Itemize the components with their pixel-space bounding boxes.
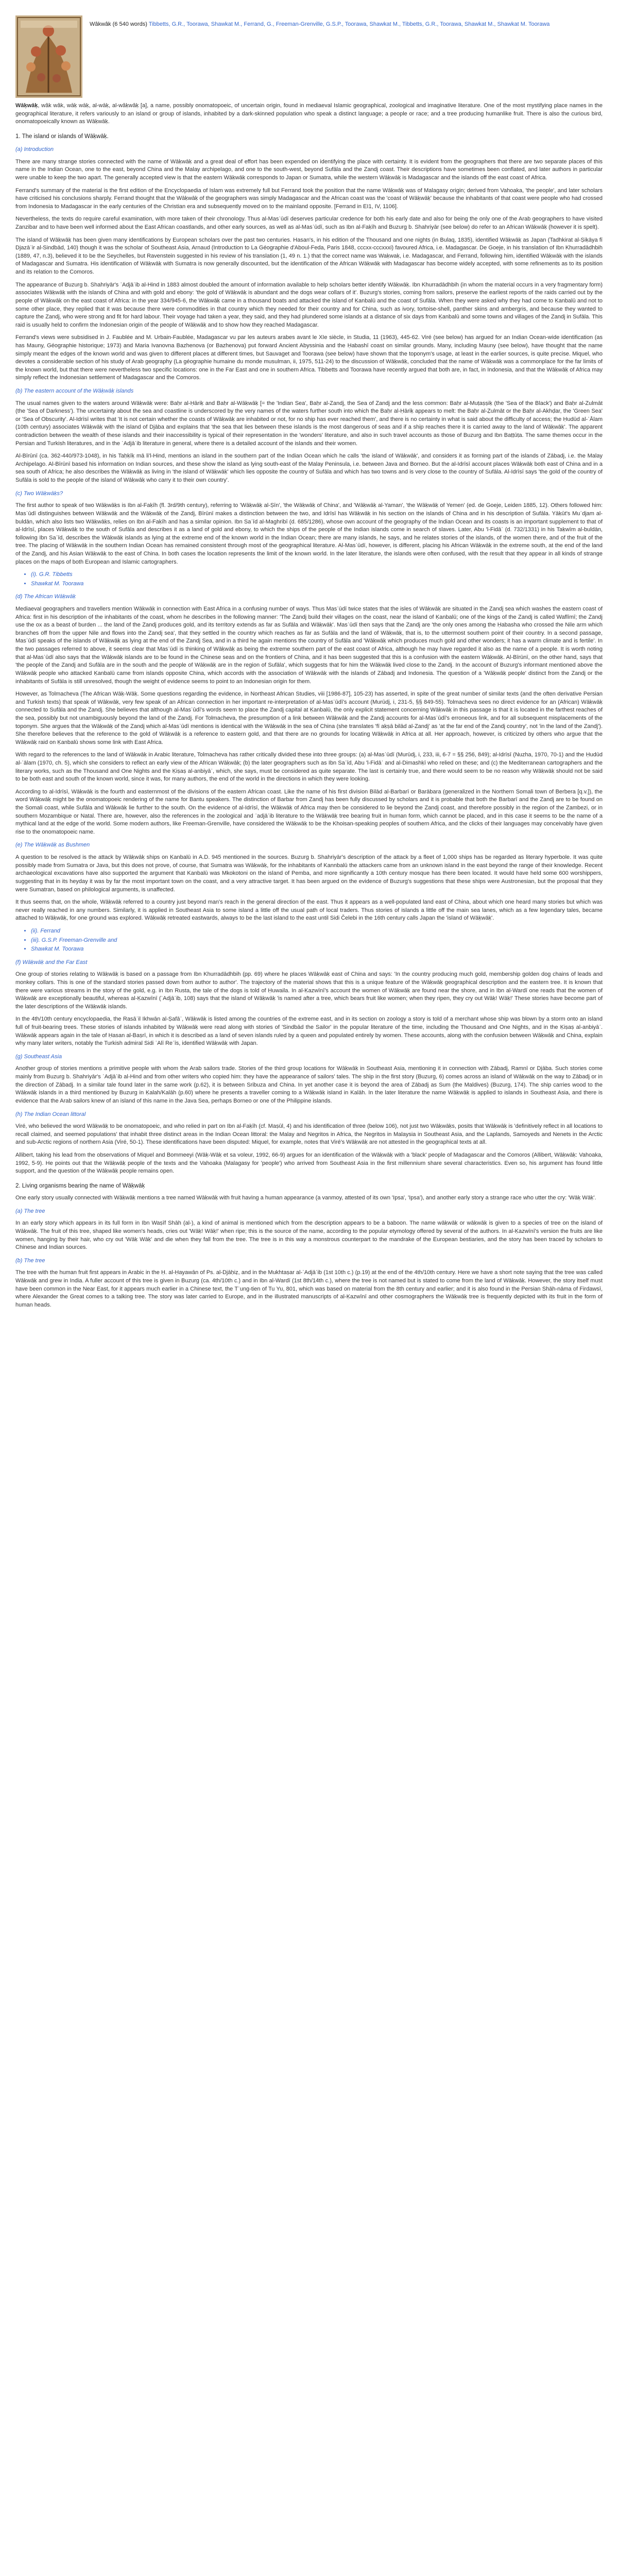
- subsection-a-heading[interactable]: (a) Introduction: [15, 146, 54, 153]
- article-meta: [90, 15, 550, 29]
- paragraph: In an early story which appears in its full form in Ibn Waṣīf Shāh (al-), a kind of animal is mentioned which from the description appears to be a baboon. The name wāḳwāḳ or wāḳwāḳ is given to a species of tree on the island of Wāḳwāḳ. The fruit of this tree, shaped like women's heads, cries out 'Wāḳ! Wāḳ!' when ripe; this is the source of the name, according to the popular etymology offered by several of the authors. In al-Ḳazwīnī's version the fruits are like women, hanging by their hair, who cry out 'Wāḳ Wāḳ' and die when they fall from the tree. The tree is in this way a monstrous counterpart to the mandrake of the European bestiaries, and the story has been traced by scholars to Chinese and Indian sources.: [15, 1220, 603, 1251]
- subsection-2b-heading[interactable]: (b) The tree: [15, 1257, 45, 1264]
- subsection-h-heading[interactable]: (h) The Indian Ocean littoral: [15, 1111, 86, 1117]
- author-item[interactable]: • Shawkat M. Toorawa: [31, 580, 603, 588]
- paragraph: The usual names given to the waters around Wāḳwāḳ were: Baḥr al-Ḥāriḳ and Baḥr al-Wāḳwāḳ [= the 'Indian Sea', Baḥr al-Zandj, the Sea of Zandj and the less common: Baḥr al-Muṭaṣṣiḳ (the 'Sea of the Black') and Baḥr al-Zulmāt (the 'Sea of Darkness'). The uncertainty about the sea and coastline is underscored by the very names of the waters further south into which the Baḥr al-Ḥāriḳ appears to melt: the Baḥr al-Ẓulmāt or the Baḥr al-Akhḍar, the 'Green Sea' or 'Sea of Obscurity'. Al-Idrīsī writes that 'It is not certain whether the coasts of Wāḳwāḳ are inhabited or not, for no ship has ever reached them', and there is no certainty in what is said about the difficulty of access; the Ḥudūd al-ʿĀlam (10th century) associates Wāḳwāḳ with the island of Djāba and explains that 'the sea that lies between these islands is the most dangerous of seas and if a ship reaches there it is carried away to the land of Wāḳwāḳ'. The apparent contradiction between the wealth of these islands and their inaccessibility is typical of their representation in the 'wonders' literature, and also in such travel accounts as those of Buzurg and Ibn Baṭṭūṭa. The same themes occur in the Persian and Turkish literatures, and in the ʿAdjāʾib literature in general, where there is a detailed account of the islands and their women.: [15, 400, 603, 447]
- author-item[interactable]: • Shawkat M. Toorawa: [31, 945, 603, 954]
- lede-term: Wāḳwāḳ: [15, 103, 38, 109]
- paragraph: Al-Bīrūnī (ca. 362-440/973-1048), in his Taḥḳīḳ mā li'l-Hind, mentions an island in the southern part of the Indian Ocean which he calls 'the island of Wāḳwāḳ', and considers it as forming part of the islands of Zābadj, i.e. the Malay Archipelago. Al-Bīrūnī based his information on Indian sources, and these show the island as lying south-east of the Malay Peninsula, i.e. between Java and Borneo. But the al-Idrīsī account places Wāḳwāḳ both east of China and in a sea south of Africa; he also describes the Wāḳwāḳ as living in 'the island of Wāḳwāḳ' which lies opposite the country of Sufāla and which has two towns and is very close to the country of Sufāla. Al-Idrīsī says 'the gold of the country of Sufāla is sold to the people of the island of Wāḳwāḳ who carry it to their own country'.: [15, 453, 603, 484]
- paragraph: Nevertheless, the texts do require careful examination, with more taken of their chronology. Thus al-Masʿūdī deserves particular credence for both his early date and also for being the only one of the Arab geographers to have visited Zanzibar and to have been well informed about the East African coastlands, and other early sources, as well as al-Masʿūdī, such as Ibn al-Faḳīh and Buzurg b. Shahriyār (see below) do refer to an African Wāḳwāḳ (however it is spelt).: [15, 216, 603, 231]
- subsection-e-heading[interactable]: (e) The Wāḳwāḳ as Bushmen: [15, 842, 90, 849]
- section-heading-2: 2. Living organisms bearing the name of Wāḳwāḳ: [15, 1182, 145, 1189]
- paragraph: One group of stories relating to Wāḳwāḳ is based on a passage from Ibn Khurradādhbih (pp. 69) where he places Wāḳwāḳ east of China and says: 'In the country producing much gold, membership golden dog chains of leads and monkey collars. This is one of the standard stories passed down from author to author'. The trajectory of the material shows that this is a unique feature of the Wāḳwāḳ geographical description and the eastern tree. It is known that there were various streams in the story of the gold, e.g. in Ibn Rusta, the tale of the dogs is told of Ḥuwaila. In al-Ḳazwīnī's account the women of Wāḳwāḳ are found near the shore, and in Ibn al-Wardī one reads that the women of Wāḳwāḳ are exceptionally beautiful, whereas al-Ḳazwīnī (ʿAdjāʾib, 108) says that the island of Wāḳwāḳ 'is named after a tree, which bears fruit like women; when they ripen, they cry out Wāḳ! Wāḳ!' These stories have become part of the later descriptions of the Wāḳwāḳ islands.: [15, 971, 603, 1010]
- paragraph: The tree with the human fruit first appears in Arabic in the Ḥ. al-Ḥayawān of Ps. al-Djāḥiẓ, and in the Mukhtaṣar al-ʿAdjāʾib (1st 10th c.) (p.19) at the end of the 4th/10th century. Here we have a short note saying that the tree was called Wāḳwāḳ and grew in India. A fuller account of this tree is given in Buzurg (ca. 4th/10th c.) and in Ibn al-Wardī (1st 8th/14th c.), where the tree is not named but is stated to come from the land of Wāḳwāḳ. However, the story itself must have been common in the Near East, for it appears much earlier in a Chinese text, the Tʿung-tien of Tu Yu, 801, which was based on material from the 8th century and earlier; and it is also found in the Persian Shāh-nāma of Firdawsī, where Alexander the Great comes to a talking tree. The story was later carried to Europe, and in the illustrated manuscripts of al-Ḳazwīnī and other cosmographers the Wāḳwāḳ tree is frequently depicted with its fruit in the form of human heads.: [15, 1269, 603, 1308]
- article-title: Wâkwâk (6 540 words): [90, 21, 147, 27]
- paragraph: A question to be resolved is the attack by Wāḳwāḳ ships on Ḳanbalū in A.D. 945 mentioned in the sources. Buzurg b. Shahriyār's description of the attack by a fleet of 1,000 ships has be regarded as literary hyperbole. It was quite possibly made from Sumatra or Java, but this does not prove, of course, that Sumatra was Wāḳwāḳ, for the inhabitants of Kannbalū the attackers came from an unknown island in the east beyond the range of their knowledge. Recent archaeological excavations have also supported the argument that Kanbalū was Mkokotoni on the island of Pemba, and more significantly a 10th century mosque has there been located. It would have held some 600 worshippers, suggesting that in its heyday it was by far the most important town on the coast, and a very attractive target. It has been argued on the evidence of Buzurg's suggestions that these ships were Austronesian, but the proposal that they were Sumatran, based on philological arguments, is unaffected.: [15, 854, 603, 893]
- lede-text: , wâk wâk, wāḳ wāḳ, al-wāḳ, al-wâḳwâḳ [a], a name, possibly onomatopoeic, of uncertain origin, found in mediaeval Islamic geographical, zoological and imaginative literature. One of the most mystifying place names in the geographical literature, it refers variously to an island or group of islands, inhabited by a dark-skinned population who speak a distinct language; a people or race; and a tree producing humanlike fruit. There is also the curious bird, onomatopoeically known as Wāḳwāḳ.: [15, 103, 603, 125]
- paragraph: Ferrand's summary of the material is the first edition of the Encyclopaedia of Islam was extremely full but Ferrand took the position that the name Wāḳwāḳ was of Malagasy origin; derived from Vahoaka, 'the people', and later scholars have criticised his conclusions sharply. Ferrand thought that the Wāḳwāḳ of the geographers was simply Madagascar and the African coast was the 'coast of Wāḳwāḳ' because the inhabitants of that coast were people who had crossed from Indonesia to Madagascar in the early centuries of the Christian era and subsequently moved on to the mainland opposite. [Ferrand in EI1, IV, 1106].: [15, 187, 603, 210]
- paragraph: With regard to the references to the land of Wāḳwāḳ in Arabic literature, Tolmacheva has rather critically divided these into three groups: (a) al-Masʿūdī (Murūdj, i, 233, iii, 6-7 = §§ 256, 849); al-Idrīsī (Nuzha, 1970, 70-1) and the Ḥudūd al-ʿālam (1970, ch. 5), which she considers to reflect an early view of the African Wāḳwāḳ; (b) the later geographers such as Ibn Saʿīd, Abu 'l-Fidāʾ and al-Dimashḳī who relied on these; and (c) the Mediterranean cartographers and the literary works, such as the Thousand and One Nights and the Ḳiṣaṣ al-anbiyāʾ, which, she says, must be considered as quite separate. The last is certainly true, and there would seem to be no reason why Wāḳwāḳ should not be said to be both east and south of the known world, since it was, for many authors, the end of the world in the directions in which they were looking.: [15, 752, 603, 783]
- paragraph: According to al-Idrīsī, Wāḳwāḳ is the fourth and easternmost of the divisions of the eastern African coast. Like the name of his first division Bilād al-Barbarī or Barābara (generalized in the Northern Somali town of Berbera [q.v.]), the word Wāḳwāḳ might be the onomatopoeic rendering of the name for Bantu speakers. The distinction of Barbar from Zandj has been fully discussed by scholars and it is probable that both the Barbarī and the Zandj are to be found on the Somali coast, while Sufāla and Wāḳwāḳ lie further to the south. On the evidence of al-Idrīsī, the Wāḳwāḳ of Africa may then be considered to lie beyond the Zandj coast, and therefore possibly in the region of the Zambezi, or in southern Mozambique or Natal. There are, however, also the references in the zoological and ʿadjāʾib literature to the Wāḳwāḳ tree bearing fruit in human form, which cannot be placed, and in this case it seems to be the name of a mythical land at the edge of the world. Some modern authors, like Freeman-Grenville, have considered the Wāḳwāḳ to be the Khoisan-speaking peoples of southern Africa, and the clicks of their languages may conceivably have given rise to the onomatopoeic name.: [15, 788, 603, 835]
- author-item[interactable]: • (ii). Ferrand: [31, 927, 603, 936]
- subsection-b-heading[interactable]: (b) The eastern account of the Wāḳwāḳ islands: [15, 388, 134, 394]
- subsection-d-heading[interactable]: (d) The African Wāḳwāḳ: [15, 594, 76, 600]
- paragraph: Ferrand's views were subsidised in J. Faublée and M. Urbain-Faublée, Madagascar vu par les auteurs arabes avant le XIe siècle, in Studia, 11 (1963), 445-62. Viré (see below) has argued for an Indian Ocean-wide identification (as has Mauny, Géographie historique; 1973) and Maria Ivanovna Bazhenova (or Bazhenova) put forward Ancient Abyssinia and the Ḥabashī coast on similar grounds. Many, including Mauny (see below), have thought that the name simply meant the edges of the known world and was given to different places at different times, but Sauvaget and Toorawa (see below) have shown that the toponym's usage, at least in the earlier sources, is quite precise. Miquel, who devotes a considerable section of his study of Arab geography (La géographie humaine du monde musulman, ii, 1975, 511-24) to the discussion of Wāḳwāḳ, concluded that the name of Wāḳwāḳ was a commonplace for the far limits of the known world, but that there were nevertheless two specific locations: one in the Far East and one in southern Africa. Tibbetts and Toorawa have recently argued that both are, in fact, in Indonesia, and that the Wāḳwāḳ of Africa may simply reflect the Indonesian settlement of Madagascar and the Comoros.: [15, 334, 603, 381]
- section-heading-1: 1. The island or islands of Wāḳwāḳ.: [15, 133, 109, 140]
- paragraph: There are many strange stories connected with the name of Wāḳwāḳ and a great deal of effort has been expended on identifying the place with certainty. It is evident from the geographers that there are two separate places of this name in the Indian Ocean, one to the east, beyond China and the Malay archipelago, and one to the south-west, beyond Sufāla and the Zandj coast. Their descriptions have sometimes been conflated, and later authors in particular were unable to keep the two apart. The generally accepted view is that the eastern Wāḳwāḳ corresponds to Japan or Sumatra, while the western Wāḳwāḳ is Madagascar and the islands off the east coast of Africa.: [15, 158, 603, 181]
- paragraph: Mediaeval geographers and travellers mention Wāḳwāḳ in connection with East Africa in a confusing number of ways. Thus Masʿūdī twice states that the isles of Wāḳwāḳ are situated in the Zandj sea which washes the eastern coast of Africa: first in his description of the inhabitants of the coast, whom he describes in the following manner: 'The Zandj build their villages on the coast, near the island of Ḳanbalū; one of the kings of the Zandj is called Waflīmī; the Zandj use the ox as a beast of burden ... the land of the Zandj produces gold, and its territory extends as far as Sufāla and Wāḳwāḳ'. Masʿūdī then says that the Zandj are 'the only ones among the Ḥabasha who crossed the Nile arm which branches off from the upper Nile and flows into the Zandj sea', that they settled in the country which reaches as far as Sufāla and the land of Wāḳwāḳ, that is, to the uttermost southern point of their country. In a second passage, Masʿūdī speaks of the islands of Wāḳwāḳ as lying at the end of the Zandj Sea, and in a third he again mentions the country of Sufāla and 'Wāḳwāḳ which produces much gold and other wonders; it has a warm climate and is fertile'. In the two passages referred to above, it seems clear that Masʿūdī is thinking of Wāḳwāḳ as being the extreme southern part of the east coast of Africa, although he may have regarded it also as the name of a people. It is worth noting that al-Masʿūdī also says that the Wāḳwāḳ islands are to be found in the Chinese seas and on the frontiers of China, and it has been suggested that this is a confusion with the eastern Wāḳwāḳ. Al-Bīrūnī, on the other hand, says that 'the people of the Zandj and Sufāla are in the south and the people of Wāḳwāḳ are in the region of Sufāla', which suggests that for him the Wāḳwāḳ lived close to the Zandj. In the account of Buzurg's informant mentioned above the Wāḳwāḳ people who attacked Ḳanbalū came from islands opposite China, which accords with the association of Wāḳwāḳ with the islands of Zābadj and Indonesia. The question of a 'Wāḳwāḳ people' distinct from the Zandj or the inhabitants of Sufāla is still unresolved, though the weight of evidence seems to point to an Indonesian origin for them.: [15, 606, 603, 685]
- article-header: [15, 15, 603, 98]
- paragraph: The appearance of Buzurg b. Shahriyār's ʿAdjāʾib al-Hind in 1883 almost doubled the amount of information available to help scholars better identify Wāḳwāḳ. Ibn Khurradādhbih (in whom the material occurs in a very fragmentary form) associates Wāḳwāḳ with the islands of China and with gold and ebony: 'the gold of Wāḳwāḳ is abundant and the dogs wear collars of it'. Buzurg's stories, coming from sailors, preserve the earliest reports of the raids carried out by the people of Wāḳwāḳ on the east coast of Africa: in the year 334/945-6, the Wāḳwāḳ came in a thousand boats and attacked the island of Ḳanbalū and the coast of Sufāla. When they were asked why they had come to Ḳanbalū and not to some other place, they replied that it was because there were commodities in that country which they needed for their country and for China, such as ivory, tortoise-shell, panther skins and ambergris, and because they wanted to capture the Zandj, who were strong and fit for hard labour. Their voyage had taken a year, they said, and they had plundered some islands at a distance of six days from Ḳanbalū and some towns and villages of the Zandj in Sufāla. This raid is usually held to confirm the Indonesian origin of the people of Wāḳwāḳ and to show how they reached Madagascar.: [15, 281, 603, 328]
- author-item[interactable]: • (iii). G.S.P. Freeman-Grenville and: [31, 937, 603, 945]
- subsection-2a-heading[interactable]: (a) The tree: [15, 1208, 45, 1214]
- article-authors[interactable]: Tibbetts, G.R., Toorawa, Shawkat M., Ferrand, G., Freeman-Grenville, G.S.P., Toorawa, Shawkat M., Tibbetts, G.R., Toorawa, Shawkat M., Shawkat M. Toorawa: [148, 21, 550, 27]
- paragraph: Allibert, taking his lead from the observations of Miquel and Bommeeyi (Wāḳ-Wāḳ et sa voleur, 1992, 66-9) argues for an identification of the Wāḳwāḳ with a 'black' people of Madagascar and the Comoros (Allibert, Wāḳwāḳ: Vahoaka, 1992, 5-9). He points out that the Wāḳwāḳ people of the texts and the Vahoaka (Malagasy for 'people') who arrived from Southeast Asia in the first millennium share several characteristics. Even so, his argument has found little support, and the question of the Wāḳwāḳ people remains open.: [15, 1151, 603, 1175]
- lede-paragraph: [15, 102, 603, 126]
- paragraph: The island of Wāḳwāḳ has been given many identifications by European scholars over the past two centuries. Hasan's, in his edition of the Thousand and one nights (in Bulaq, 1835), identified Wāḳwāḳ as Japan (Tadhkirat al-Ṣiḳāya fī Djazāʾir al-Sindbād, 140) though it was the scholar of Southeast Asia, Arnaud (Introduction to La Géographie d'Aboul-Feda, Paris 1848, cccxx-cccxxxi) favoured Africa, i.e. Madagascar. De Goeje, in his translation of Ibn Khurradādhbih (1889, 47, n.3), believed it to be the Seychelles, but Ravenstein suggested in his review of his translation (1, 49 n. 1.) that the correct name was Waḳwaḳ, i.e. Madagascar, and Ferrand, following him, identified Wāḳwāḳ with the islands of Madagascar and Sumatra. His identification of Wāḳwāḳ with Sumatra is now generally discounted, but the identification of the African Wāḳwāḳ with Madagascar has become widely accepted, with some refinements as to its position and its relation to the Comoros.: [15, 236, 603, 276]
- subsection-g-heading[interactable]: (g) Southeast Asia: [15, 1053, 62, 1060]
- author-item[interactable]: • (i). G.R. Tibbetts: [31, 571, 603, 579]
- subsection-c-heading[interactable]: (c) Two Wāḳwāḳs?: [15, 490, 63, 497]
- paragraph: Viré, who believed the word Wāḳwāḳ to be onomatopoeic, and who relied in part on Ibn al-Faḳīh (cf. Maṣūl, 4) and his identification of three (below 106), not just two Wāḳwāḳs, posits that Wāḳwāḳ is 'definitively reflect in all locations to recall claimed, and seemed populations' that inhabit three distinct areas in the Indian Ocean littoral: the Malay and Negritos in Africa, the Negritos in Malaysia in Southeast Asia, and the Laplands, Samoyeds and Nenets in the Arctic and sub-Arctic regions of northern Asia (Viré, 50-1). These identifications have been disputed: Miquel, for example, notes that Viré's Wāḳwāḳ are not attested in the geographical texts at all.: [15, 1123, 603, 1146]
- cover-thumbnail[interactable]: [15, 15, 82, 98]
- paragraph: One early story usually connected with Wāḳwāḳ mentions a tree named Wāḳwāḳ with fruit having a human appearance (a vanmoy, attested of its own 'Ipsa', 'Ipsa'), and another early story a strange race who utter the cry: 'Wāḳ Wāḳ'.: [15, 1195, 596, 1201]
- book-cover-image: [15, 15, 82, 98]
- paragraph: However, as Tolmacheva (The African Wāḳ-Wāḳ. Some questions regarding the evidence, in Northeast African Studies, viii [1986-87], 105-23) has asserted, in spite of the great number of similar texts (and the often derivative Persian and Turkish texts) that speak of Wāḳwāḳ, very few speak of an African connection in her important re-interpretation of al-Masʿūdī's account (Murūdj, i, 231-5, §§ 849-55). Tolmacheva sees no direct evidence for an (African) Wāḳwāḳ connected to Sufāla and the Zandj. She believes that although al-Masʿūdī's words seem to place the Zandj capital at Ḳanbalū, the only explicit statement concerning Wāḳwāḳ in this passage is that it is located in the farthest reaches of the sea, possibly but not unambiguously beyond the land of the Zandj. For Tolmacheva, the presumption of a link between Wāḳwāḳ and the Zandj accounts for al-Masʿūdī's erroneous link, and for all subsequent misplacements of the toponym. She argues that the Wāḳwāḳ of the Zandj which al-Masʿūdī mentions is identical with the Wāḳwāḳ in the sea of China (she translates 'fī aḳṣā bilād al-Zandj' as 'at the far end of the Zandj country', not 'in the land of the Zandj'). She therefore believes that the reference to the gold of Wāḳwāḳ is a reference to eastern gold, and that there are no grounds for locating Wāḳwāḳ in Africa at all. Her approach, however, is criticized by others who argue that the Wāḳwāḳ raid on Ḳanbalū shows some link with East Africa.: [15, 691, 603, 745]
- paragraph: The first author to speak of two Wāḳwāḳs is Ibn al-Faḳīh (fl. 3rd/9th century), referring to 'Wāḳwāḳ al-Ṣīn', 'the Wāḳwāḳ of China', and 'Wāḳwāḳ al-Yaman', 'the Wāḳwāḳ of Yemen' (ed. de Goeje, Leiden 1885, 12). Others followed him: Masʿūdī distinguishes between Wāḳwāḳ and the Wāḳwāḳ of the Zandj, Bīrūnī makes a distinction between the two, and Idrīsī has Wāḳwāḳ in his section on the islands of China and in his description of Sufāla. Yāḳūt's Muʿdjam al-buldān, which also lists two Wāḳwāḳs, relies on Ibn al-Faḳīh and has a similar opinion. Ibn Saʿīd al-Maghribī (d. 685/1286), whose own account of the geography of the Indian Ocean and its coasts is an important supplement to that of al-Idrīsī, places Wāḳwāḳ to the south of Sufāla and describes it as a land of gold and ebony, to which the ships of the people of the Indian islands come in search of slaves. Later, Abu 'l-Fidāʾ (d. 732/1331) in his Taḳwīm al-buldān, following Ibn Saʿīd, describes the Wāḳwāḳ islands as lying at the extreme end of the known world in the Indian Ocean; there are many islands, he says, and he relates stories of the islands, of the women there, and of the fruit of the tree. The placing of Wāḳwāḳ in the southern Indian Ocean has remained consistent through most of the geographical literature. Al-Masʿūdī, however, is different, placing his African Wāḳwāḳ in the extreme south, at the end of the land of the Zandj, and his Asian Wāḳwāḳ to the east of China. In both cases the location represents the limit of the known world. In the later literature, the islands were often confused, with the result that they appear in all kinds of strange places on the maps of both European and Islamic cartographers.: [15, 502, 603, 565]
- paragraph: In the 4th/10th century encyclopaedia, the Rasāʾil Ikhwān al-Ṣafāʾ, Wāḳwāḳ is listed among the countries of the extreme east, and in its section on zoology a story is told of a merchant whose ship was blown by a storm onto an island full of fruit-bearing trees. These stories of islands inhabited by Wāḳwāḳ were read along with stories of 'Sindbād the Sailor' in the popular literature of the time, including the Thousand and One Nights, and in the Ḳiṣaṣ al-anbiyāʾ. Wāḳwāḳ appears again in the tale of Ḥasan al-Baṣrī, in which it is described as a land of seven islands ruled by a queen and populated entirely by women. These accounts, along with the confusion between Wāḳwāḳ and China, explain why many later writers, notably the Turkish admiral Sidi ʿAlī Reʾīs, identified Wāḳwāḳ with Japan.: [15, 1016, 603, 1047]
- author-list-c: [15, 571, 603, 588]
- subsection-f-heading[interactable]: (f) Wāḳwāḳ and the Far East: [15, 959, 88, 965]
- author-list-e: [15, 927, 603, 954]
- paragraph: Another group of stories mentions a primitive people with whom the Arab sailors trade. Stories of the third group locations for Wāḳwāḳ in Southeast Asia, mentioning it in connection with Zābadj, Ramnī or Djāba. Such stories come mainly from Buzurg b. Shahriyār's ʿAdjāʾib al-Hind and from other writers who copied him: they have the appearance of sailors' tales. The ship in the first story (Buzurg, 6) comes across an island of Wāḳwāḳ on the way to Zābadj or in the direction of Zābadj. In a similar tale found later in the same work (p.62), it is between Sribuza and China. In yet another case it is beyond the area of Zābadj as Sum (the Maldives) (Buzurg, 174). The ship carries wood to the Wāḳwāḳ islands in a third mentioned by Buzurg in Ḳalah/Kalāh (p.60) where he presents a traveller coming to a Wāḳwāḳ island in Kalāh. In the later literature the name Wāḳwāḳ is applied to islands in Southeast Asia, and there is evidence that the Arab sailors knew of an island of this name in the Java Sea, perhaps Borneo or one of the Philippine islands.: [15, 1065, 603, 1104]
- paragraph: It thus seems that, on the whole, Wāḳwāḳ referred to a country just beyond man's reach in the general direction of the east. Thus it appears as a well-populated land east of China, about which one heard many stories but which was never really reached in any numbers. Similarly, it is applied in Southeast Asia to some island a little off the usual path of local traders. Thus stories of islands a little off the main sea lanes, which as a few legendary tales, became attached to Wāḳwāḳ, for one ground was explored. Wāḳwāḳ retreated eastwards, always to be the last island to the east until Sidi Čelebi in the 16th century calls Japan the 'island of Wāḳwāḳ'.: [15, 899, 603, 922]
